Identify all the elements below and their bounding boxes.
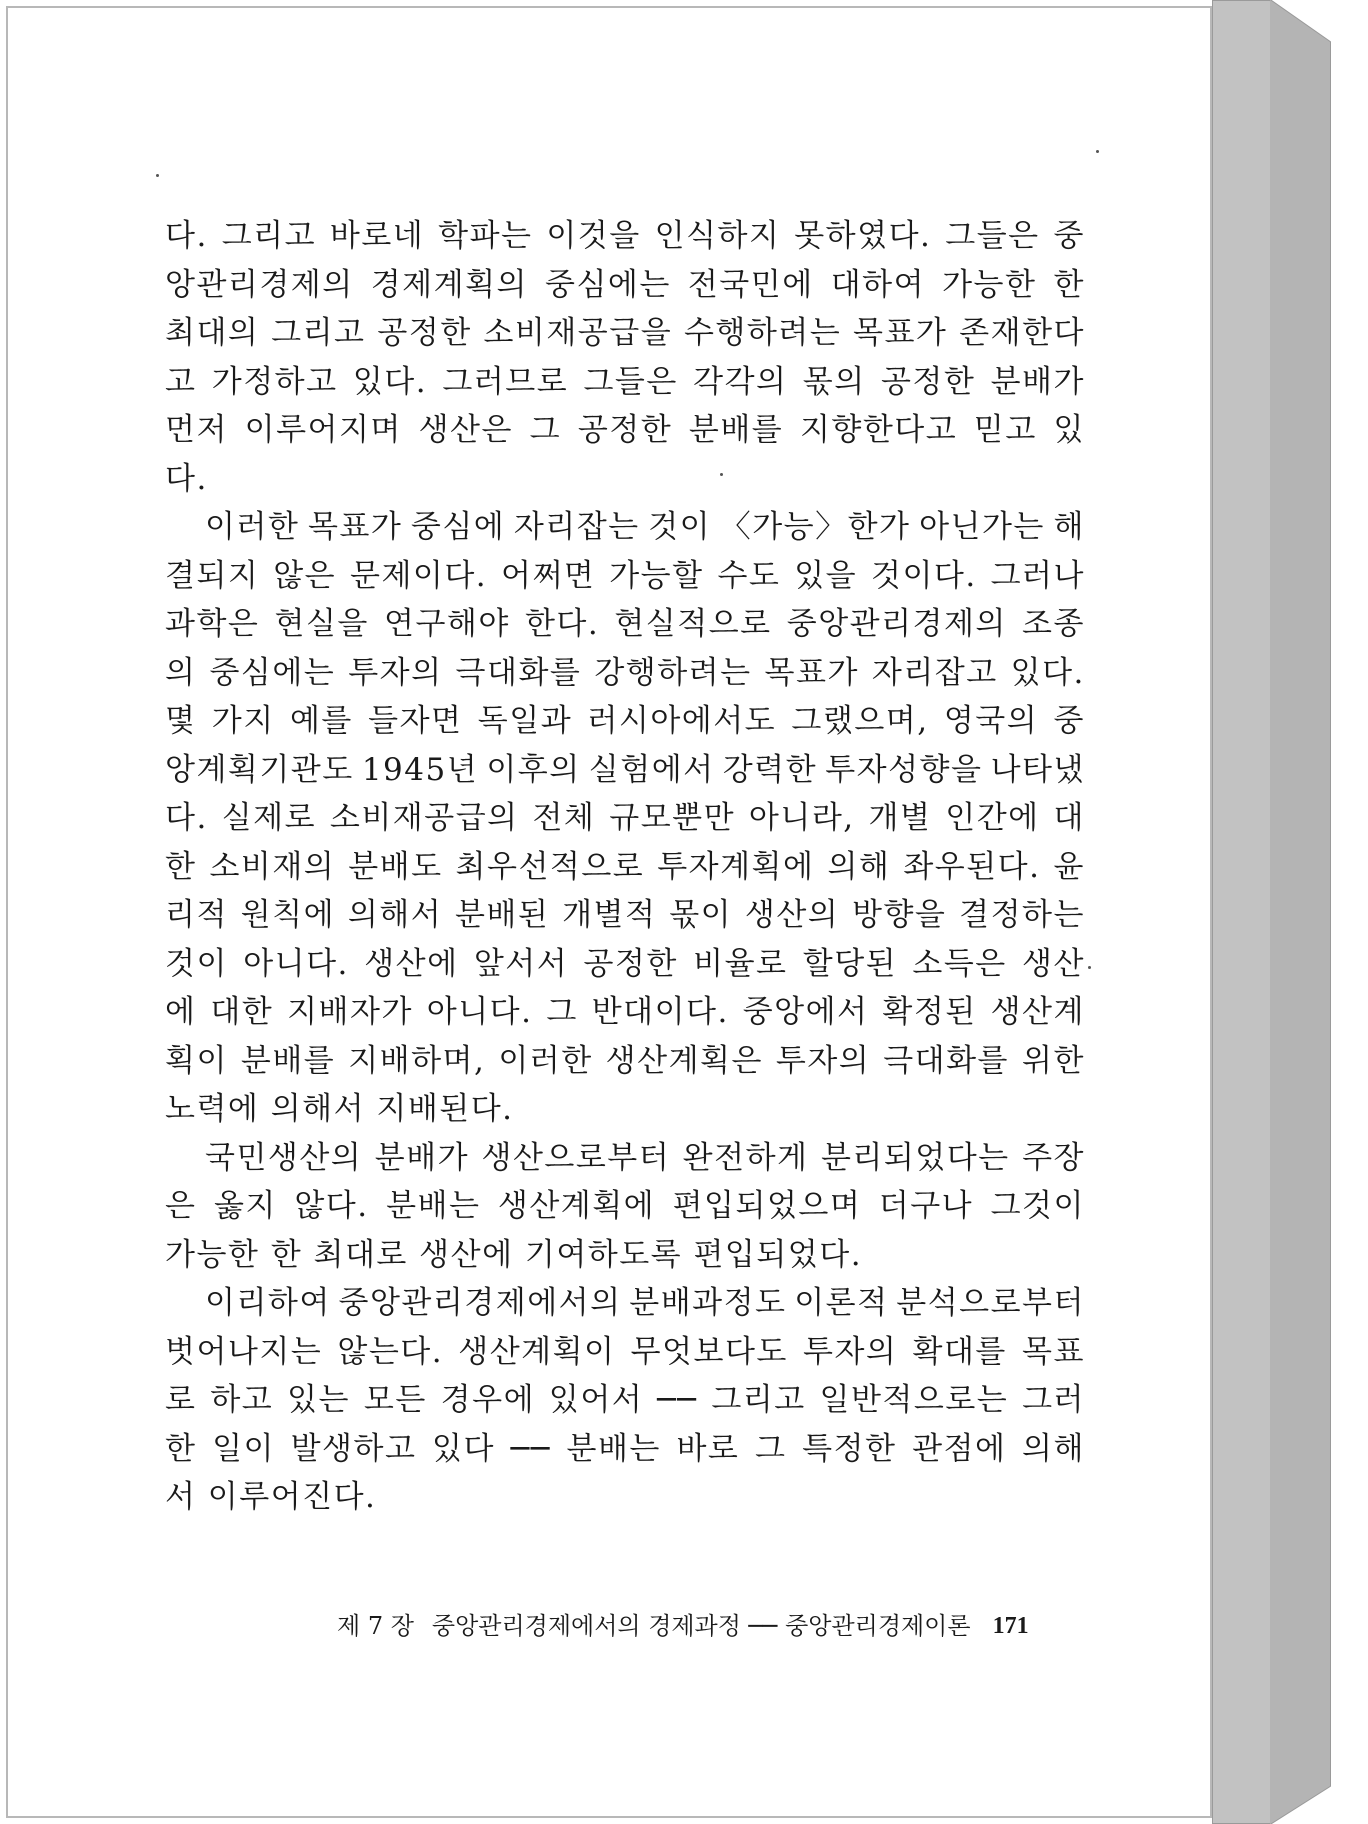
- text-line: 것이 아니다. 생산에 앞서서 공정한 비율로 할당된 소득은 생산: [165, 945, 1085, 982]
- book-page-edge: [1212, 0, 1368, 1824]
- scan-speck: [1096, 150, 1099, 153]
- text-line: 은 옳지 않다. 분배는 생산계획에 편입되었으며 더구나 그것이: [165, 1188, 1085, 1224]
- text-line: 에 대한 지배자가 아니다. 그 반대이다. 중앙에서 확정된 생산계: [165, 994, 1085, 1030]
- text-line: 리적 원칙에 의해서 분배된 개별적 몫이 생산의 방향을 결정하는: [165, 897, 1085, 933]
- text-line: 앙계획기관도 1945년 이후의 실험에서 강력한 투자성향을 나타냈: [165, 751, 1085, 788]
- text-line: 다. 그리고 바로네 학파는 이것을 인식하지 못하였다. 그들은 중: [165, 218, 1085, 254]
- text-line: 벗어나지는 않는다. 생산계획이 무엇보다도 투자의 확대를 목표: [165, 1333, 1085, 1370]
- text-line: 노력에 의해서 지배된다.: [165, 1091, 514, 1127]
- text-line: 다. 실제로 소비재공급의 전체 규모뿐만 아니라, 개별 인간에 대: [165, 800, 1085, 836]
- text-line: 몇 가지 예를 들자면 독일과 러시아에서도 그랬으며, 영국의 중: [165, 703, 1085, 739]
- text-line: 국민생산의 분배가 생산으로부터 완전하게 분리되었다는 주장: [205, 1139, 1085, 1176]
- page-number: 171: [992, 1613, 1029, 1639]
- text-line: 고 가정하고 있다. 그러므로 그들은 각각의 몫의 공정한 분배가: [165, 363, 1085, 400]
- text-line: 과학은 현실을 연구해야 한다. 현실적으로 중앙관리경제의 조종: [165, 606, 1085, 642]
- text-line: 이러한 목표가 중심에 자리잡는 것이 〈가능〉한가 아닌가는 해: [205, 509, 1085, 545]
- text-line: 결되지 않은 문제이다. 어쩌면 가능할 수도 있을 것이다. 그러나: [165, 557, 1085, 594]
- text-line: 가능한 한 최대로 생산에 기여하도록 편입되었다.: [165, 1236, 863, 1273]
- text-line: 서 이루어진다.: [165, 1479, 377, 1515]
- scan-speck: [1088, 966, 1091, 969]
- text-line: 한 소비재의 분배도 최우선적으로 투자계획에 의해 좌우된다. 윤: [165, 848, 1085, 885]
- text-line: 이리하여 중앙관리경제에서의 분배과정도 이론적 분석으로부터: [205, 1285, 1085, 1321]
- text-line: 앙관리경제의 경제계획의 중심에는 전국민에 대하여 가능한 한: [165, 266, 1085, 303]
- body-text: [165, 212, 1085, 1522]
- text-line: 로 하고 있는 모든 경우에 있어서 ── 그리고 일반적으로는 그러: [165, 1382, 1085, 1418]
- chapter-title: 중앙관리경제에서의 경제과정 ── 중앙관리경제이론: [431, 1612, 971, 1640]
- text-line: 획이 분배를 지배하며, 이러한 생산계획은 투자의 극대화를 위한: [165, 1042, 1085, 1079]
- running-footer: [337, 1604, 1057, 1648]
- text-line: 먼저 이루어지며 생산은 그 공정한 분배를 지향한다고 믿고 있: [165, 412, 1085, 448]
- text-line: 최대의 그리고 공정한 소비재공급을 수행하려는 목표가 존재한다: [165, 315, 1085, 351]
- text-line: 다.: [165, 460, 208, 497]
- text-line: 의 중심에는 투자의 극대화를 강행하려는 목표가 자리잡고 있다.: [165, 654, 1085, 691]
- text-line: 한 일이 발생하고 있다 ── 분배는 바로 그 특정한 관점에 의해: [165, 1430, 1085, 1467]
- chapter-label: 제 7 장: [337, 1612, 414, 1640]
- scan-speck: [156, 174, 159, 177]
